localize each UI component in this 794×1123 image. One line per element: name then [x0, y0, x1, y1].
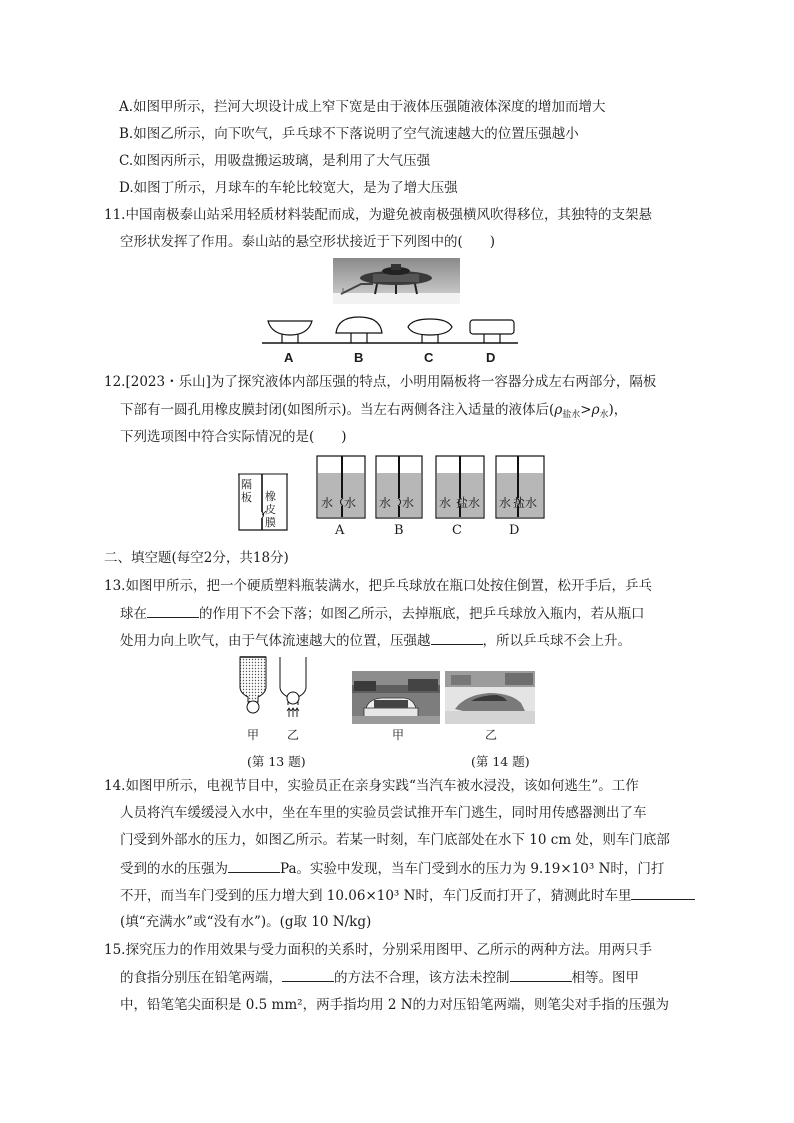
q12-line2	[120, 400, 627, 425]
q14-number: 14.	[104, 778, 126, 794]
q14-line1	[104, 776, 639, 796]
q13-line2	[120, 603, 645, 624]
q10-option-c: C.如图丙所示，用吸盘搬运玻璃，是利用了大气压强	[119, 153, 431, 169]
q11-line1	[104, 205, 652, 225]
q15-text1: 探究压力的作用效果与受力面积的关系时，分别采用图甲、乙所示的两种方法。用两只手	[125, 942, 652, 958]
q15-line2	[120, 967, 639, 988]
q11-label-d: D	[486, 350, 496, 365]
q13-fig-label-yi: 乙	[287, 728, 300, 742]
beaker-a-left-liquid: 水	[321, 496, 334, 510]
q15-line3: 中，铅笔笔尖面积是 0.5 mm²，两手指均用 2 N的力对压铅笔两端，则笔尖对手指的压强为	[120, 997, 670, 1013]
q11-text1: 中国南极泰山站采用轻质材料装配而成，为避免被南极强横风吹得移位，其独特的支架悬	[125, 207, 652, 223]
beaker-a-label: A	[335, 523, 345, 538]
q15-text2b: 的方法不合理，该方法未控制	[334, 970, 510, 986]
beaker-d-right-liquid: 盐水	[513, 496, 538, 510]
q11-label-b: B	[354, 350, 364, 365]
q13-fig-label-jia: 甲	[247, 728, 260, 742]
q14-line5	[120, 885, 695, 906]
q12-line3: 下列选项图中符合实际情况的是( )	[120, 429, 347, 445]
beaker-d-label: D	[509, 523, 520, 538]
q13-text1: 如图甲所示，把一个硬质塑料瓶装满水，把乒乓球放在瓶口处按住倒置，松开手后，乒乓	[125, 578, 652, 594]
beaker-c-label: C	[452, 523, 462, 538]
beaker-b-right-liquid: 水	[402, 496, 415, 510]
shape-d	[470, 320, 514, 343]
q13-text3a: 处用力向上吹气，由于气体流速越大的位置，压强越	[120, 633, 431, 649]
q14-blank-1[interactable]	[228, 858, 280, 873]
q10-option-a: A.如图甲所示，拦河大坝设计成上窄下宽是由于液体压强随液体深度的增加而增大	[119, 99, 606, 115]
q15-line1	[104, 940, 652, 960]
q14-fig-label-jia: 甲	[392, 728, 405, 742]
q15-number: 15.	[104, 942, 126, 958]
bottle-yi	[280, 657, 306, 717]
q13-blank-2[interactable]	[431, 630, 483, 645]
q12-partition-label: 隔板	[241, 478, 252, 504]
q10-option-d: D.如图丁所示，月球车的车轮比较宽大，是为了增大压强	[119, 180, 458, 196]
q11-station-photo	[333, 258, 460, 304]
q11-line2: 空形状发挥了作用。泰山站的悬空形状接近于下列图中的( )	[120, 234, 496, 250]
q14-line4	[120, 858, 664, 879]
q15-blank-2[interactable]	[510, 967, 572, 982]
q13-text2a: 球在	[120, 606, 147, 622]
q15-text2c: 相等。图甲	[571, 970, 639, 986]
q13-text3b: ，所以乒乓球不会上升。	[482, 633, 631, 649]
q14-line3: 门受到外部水的压力，如图乙所示。若某一时刻，车门底部处在水下 10 cm 处，则车门底部	[120, 832, 670, 848]
shape-a	[268, 321, 312, 343]
beaker-b-left-liquid: 水	[379, 496, 392, 510]
q13-line1	[104, 576, 652, 596]
q15-text2a: 的食指分别压在铅笔两端，	[120, 970, 282, 986]
beaker-c-right-liquid: 盐水	[456, 496, 481, 510]
q11-number: 11.	[104, 207, 126, 223]
q12-text2-end: )，	[608, 402, 628, 418]
q12-number: 12.	[104, 374, 126, 390]
q14-line6: (填“充满水”或“没有水”)。(g取 10 N/kg)	[120, 914, 372, 930]
q11-label-a: A	[284, 350, 294, 365]
rho-symbol: ρ	[591, 402, 600, 418]
q12-line1	[104, 372, 656, 392]
q12-membrane-label: 橡皮膜	[265, 490, 276, 529]
q14-flood-photo-yi	[445, 671, 535, 724]
q14-text4a: 受到的水的压强为	[120, 861, 228, 877]
beaker-d-left-liquid: 水	[499, 496, 512, 510]
beaker-c-left-liquid: 水	[439, 496, 452, 510]
rho-subscript-saltwater: 盐水	[562, 410, 581, 420]
bottle-jia	[240, 657, 266, 713]
q13-number: 13.	[104, 578, 126, 594]
q14-fig-label-yi: 乙	[485, 728, 498, 742]
beaker-b-label: B	[394, 523, 404, 538]
q13-bottle-figure	[236, 655, 308, 725]
q12-text1: [2023・乐山]为了探究液体内部压强的特点，小明用隔板将一容器分成左右两部分，隔板	[125, 374, 657, 390]
q15-blank-1[interactable]	[282, 967, 334, 982]
q14-blank-2[interactable]	[631, 885, 695, 900]
q14-line2: 人员将汽车缓缓浸入水中，坐在车里的实验员尝试推开车门逃生，同时用传感器测出了车	[120, 805, 647, 821]
q13-caption: (第 13 题)	[247, 754, 306, 769]
q10-option-b: B.如图乙所示，向下吹气，乒乓球不下落说明了空气流速越大的位置压强越小	[119, 126, 579, 142]
q13-line3	[120, 630, 631, 651]
greater-than: >	[580, 402, 592, 418]
q11-label-c: C	[424, 350, 434, 365]
q14-flood-photo-jia	[352, 671, 440, 724]
q14-text5: 不开，而当车门受到的压力增大到 10.06×10³ N时，车门反而打开了，猜测此时车里	[120, 888, 632, 904]
rho-symbol: ρ	[554, 402, 563, 418]
q14-text1: 如图甲所示，电视节目中，实验员正在亲身实践“当汽车被水浸没，该如何逃生”。工作	[125, 778, 639, 794]
q11-shape-options	[262, 313, 518, 346]
q14-caption: (第 14 题)	[471, 754, 530, 769]
q14-text4b: Pa。实验中发现，当车门受到水的压力为 9.19×10³ N时，门打	[280, 861, 665, 877]
rho-subscript-water: 水	[599, 410, 609, 420]
q12-text2: 下部有一圆孔用橡皮膜封闭(如图所示)。当左右两侧各注入适量的液体后(	[120, 402, 555, 418]
section-fill-in-blank-title: 二、填空题(每空2分，共18分)	[104, 550, 289, 566]
q13-text2b: 的作用下不会下落；如图乙所示，去掉瓶底，把乒乓球放入瓶内，若从瓶口	[199, 606, 645, 622]
shape-c	[408, 319, 452, 343]
q13-blank-1[interactable]	[147, 603, 199, 618]
beaker-a-right-liquid: 水	[344, 496, 357, 510]
shape-b	[336, 317, 382, 343]
